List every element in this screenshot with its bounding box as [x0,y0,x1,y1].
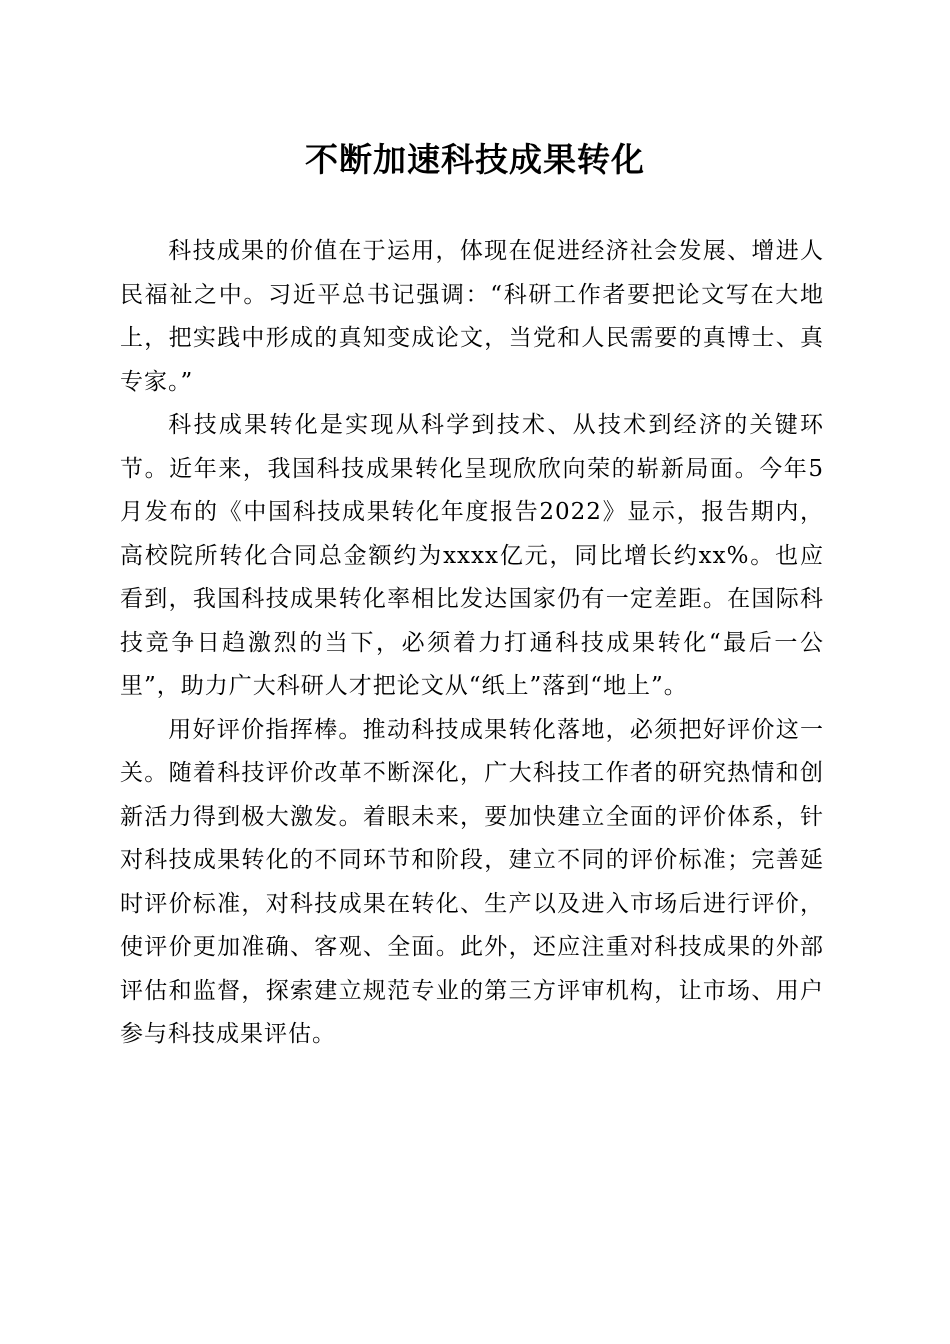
paragraph-1: 科技成果的价值在于运用，体现在促进经济社会发展、增进人民福祉之中。习近平总书记强调：“科研工作者要把论文写在大地上，把实践中形成的真知变成论文，当党和人民需要的真博士、真专家。” [120,238,824,395]
paragraph-3: 用好评价指挥棒。推动科技成果转化落地，必须把好评价这一关。随着科技评价改革不断深化，广大科技工作者的研究热情和创新活力得到极大激发。着眼未来，要加快建立全面的评价体系，针对科技成果转化的不同环节和阶段，建立不同的评价标准；完善延时评价标准，对科技成果在转化、生产以及进入市场后进行评价，使评价更加准确、客观、全面。此外，还应注重对科技成果的外部评估和监督，探索建立规范专业的第三方评审机构，让市场、用户参与科技成果评估。 [120,716,824,1047]
paragraph-2: 科技成果转化是实现从科学到技术、从技术到经济的关键环节。近年来，我国科技成果转化呈现欣欣向荣的崭新局面。今年5月发布的《中国科技成果转化年度报告2022》显示，报告期内，高校院所转化合同总金额约为xxxx亿元，同比增长约xx%。也应看到，我国科技成果转化率相比发达国家仍有一定差距。在国际科技竞争日趋激烈的当下，必须着力打通科技成果转化“最后一公里”，助力广大科研人才把论文从“纸上”落到“地上”。 [120,412,824,699]
document-body [120,230,824,1057]
document-title: 不断加速科技成果转化 [305,140,645,179]
